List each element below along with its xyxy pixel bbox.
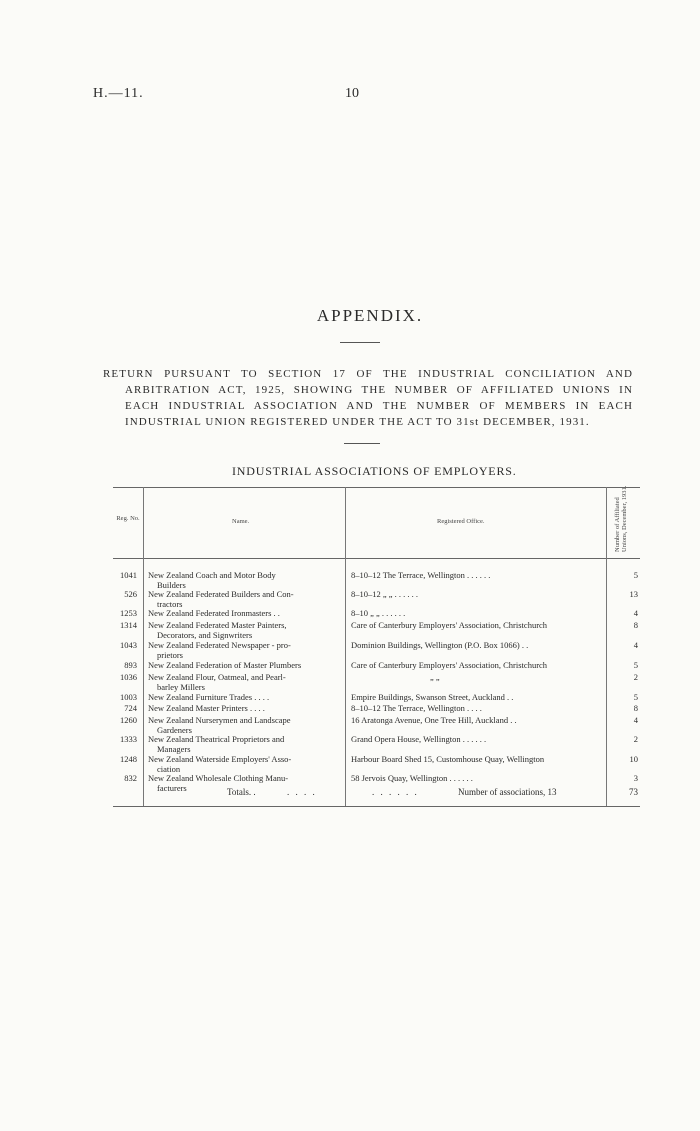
registered-office: 16 Aratonga Avenue, One Tree Hill, Auckland . . (351, 715, 517, 725)
reg-number: 1260 (120, 715, 137, 725)
registered-office: Care of Canterbury Employers' Association, Christchurch (351, 660, 548, 670)
page-title: APPENDIX. (316, 306, 424, 325)
column-header-name: Name. (232, 518, 250, 525)
affiliated-unions-count: 8 (633, 703, 638, 713)
association-name (148, 692, 338, 702)
registered-office: „ „ (430, 672, 440, 682)
reg-number: 1041 (120, 570, 137, 580)
association-name (148, 672, 338, 692)
affiliated-unions-count: 10 (629, 754, 638, 764)
registered-office: 8–10 „ „ . . . . . . (351, 608, 406, 618)
reg-number: 1248 (120, 754, 137, 764)
column-header-office: Registered Office. (437, 518, 485, 525)
affiliated-unions-count: 4 (633, 715, 638, 725)
association-name-line: New Zealand Coach and Motor Body (148, 570, 276, 580)
association-name-line: New Zealand Theatrical Proprietors and (148, 734, 285, 744)
association-name (148, 660, 338, 670)
table-bottom-rule (113, 806, 640, 807)
totals-label: Totals. . (227, 787, 256, 797)
association-name (148, 620, 338, 640)
return-heading-line: INDUSTRIAL UNION REGISTERED UNDER THE ACT TO 31st DECEMBER, 1931. (125, 416, 590, 428)
reg-number: 1253 (120, 608, 137, 618)
association-name (148, 715, 338, 735)
registered-office: 58 Jervois Quay, Wellington . . . . . . (351, 773, 473, 783)
affiliated-unions-count: 5 (633, 660, 638, 670)
registered-office: Harbour Board Shed 15, Customhouse Quay, Wellington (351, 754, 545, 764)
association-name-line: New Zealand Flour, Oatmeal, and Pearl- (148, 672, 286, 682)
totals-value: 73 (629, 787, 638, 797)
association-name-line: New Zealand Federated Ironmasters . . (148, 608, 280, 618)
table-header-rule (113, 558, 640, 559)
reg-number: 526 (124, 589, 137, 599)
association-name (148, 570, 338, 590)
affiliated-unions-count: 4 (633, 640, 638, 650)
affiliated-unions-count: 5 (633, 692, 638, 702)
affiliated-unions-count: 3 (633, 773, 638, 783)
association-name (148, 703, 338, 713)
reg-number: 1314 (120, 620, 137, 630)
reg-number: 1333 (120, 734, 137, 744)
registered-office: Care of Canterbury Employers' Association, Christchurch (351, 620, 548, 630)
registered-office: 8–10–12 „ „ . . . . . . (351, 589, 419, 599)
association-name-line: tractors (157, 599, 183, 609)
registered-office: Grand Opera House, Wellington . . . . . . (351, 734, 487, 744)
column-header-count: Number of Affiliated Unions, December, 1931. (614, 485, 628, 552)
association-name-line: New Zealand Wholesale Clothing Manu- (148, 773, 289, 783)
association-name-line: facturers (157, 783, 187, 793)
affiliated-unions-count: 4 (633, 608, 638, 618)
page-number: 10 (345, 86, 359, 101)
association-name-line: Managers (157, 744, 191, 754)
association-name-line: prietors (157, 650, 183, 660)
association-name-line: New Zealand Federated Builders and Con- (148, 589, 294, 599)
column-divider (143, 487, 144, 806)
table-top-rule (113, 487, 640, 488)
reg-number: 724 (124, 703, 137, 713)
association-name-line: Gardeners (157, 725, 192, 735)
column-header-reg: Reg. No. (116, 515, 140, 522)
reg-number: 832 (124, 773, 137, 783)
totals-leader-dots: . . . . (287, 787, 317, 797)
association-name-line: New Zealand Nurserymen and Landscape (148, 715, 291, 725)
registered-office: Empire Buildings, Swanson Street, Auckland . . (351, 692, 514, 702)
association-name (148, 640, 338, 660)
registered-office: 8–10–12 The Terrace, Wellington . . . . . . (351, 570, 491, 580)
reg-number: 1036 (120, 672, 137, 682)
reg-number: 893 (124, 660, 137, 670)
return-heading-line: EACH INDUSTRIAL ASSOCIATION AND THE NUMBER OF MEMBERS IN EACH (125, 400, 633, 412)
association-name-line: Builders (157, 580, 186, 590)
association-name (148, 754, 338, 774)
affiliated-unions-count: 2 (633, 672, 638, 682)
column-divider (345, 487, 346, 806)
association-name-line: Decorators, and Signwriters (157, 630, 253, 640)
reg-number: 1043 (120, 640, 137, 650)
association-name-line: New Zealand Master Printers . . . . (148, 703, 265, 713)
return-heading-line: ARBITRATION ACT, 1925, SHOWING THE NUMBER OF AFFILIATED UNIONS IN (125, 384, 633, 396)
return-heading-line: RETURN PURSUANT TO SECTION 17 OF THE INDUSTRIAL CONCILIATION AND (103, 368, 633, 380)
association-name-line: New Zealand Federation of Master Plumbers (148, 660, 302, 670)
reg-number: 1003 (120, 692, 137, 702)
association-name-line: New Zealand Federated Master Painters, (148, 620, 287, 630)
document-reference: H.—11. (93, 86, 144, 101)
registered-office: 8–10–12 The Terrace, Wellington . . . . (351, 703, 482, 713)
association-name-line: barley Millers (157, 682, 205, 692)
association-name-line: New Zealand Federated Newspaper - pro- (148, 640, 291, 650)
affiliated-unions-count: 2 (633, 734, 638, 744)
return-heading (103, 366, 633, 430)
association-name-line: ciation (157, 764, 181, 774)
number-of-associations: Number of associations, 13 (458, 787, 557, 797)
title-rule (340, 342, 380, 343)
association-name-line: New Zealand Furniture Trades . . . . (148, 692, 270, 702)
association-name (148, 734, 338, 754)
association-name (148, 608, 338, 618)
heading-rule (344, 443, 380, 444)
section-title: INDUSTRIAL ASSOCIATIONS OF EMPLOYERS. (232, 464, 517, 478)
affiliated-unions-count: 13 (629, 589, 638, 599)
association-name-line: New Zealand Waterside Employers' Asso- (148, 754, 292, 764)
column-divider (606, 487, 607, 806)
association-name (148, 589, 338, 609)
totals-leader-dots: . . . . . . (372, 787, 419, 797)
affiliated-unions-count: 8 (633, 620, 638, 630)
registered-office: Dominion Buildings, Wellington (P.O. Box 1066) . . (351, 640, 529, 650)
affiliated-unions-count: 5 (633, 570, 638, 580)
